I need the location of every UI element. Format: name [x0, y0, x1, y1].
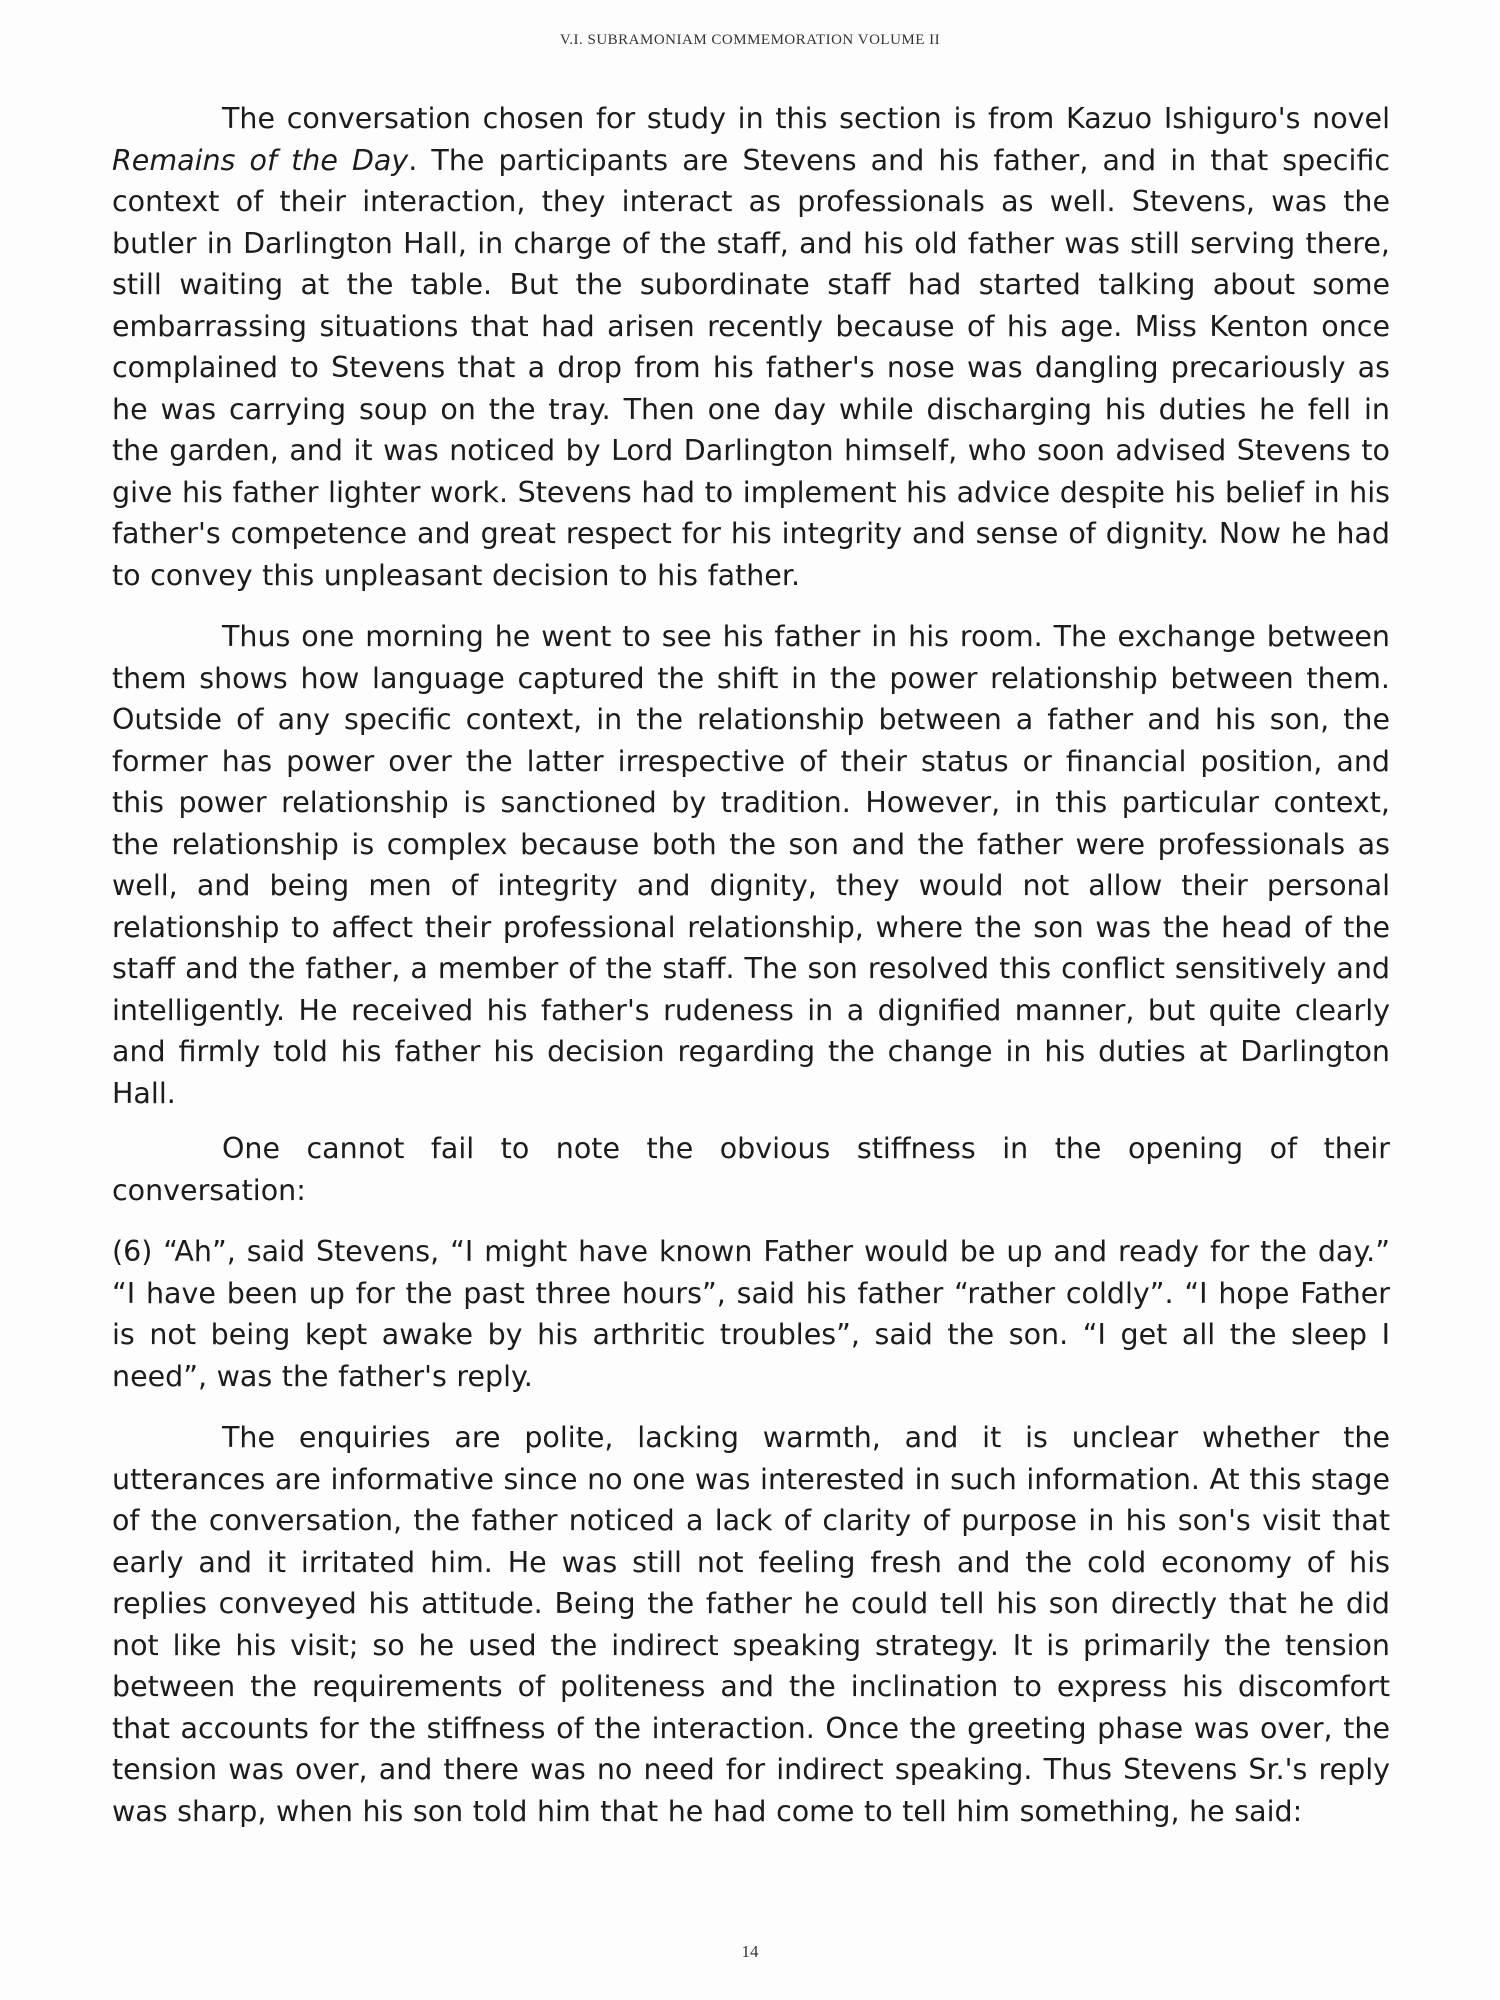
paragraph-1-text-b: . The participants are Stevens and his father, and in that specific context of their interaction, they interact as professionals as well. Stevens, was the butler in Darlington Hall, in charge of the staff, and his old father was still serving there, still waiting at the table. But the subordinate staff had started talking about some embarrassing situations that had arisen recently because of his age. Miss Kenton once complained to Stevens that a drop from his father's nose was dangling precariously as he was carrying soup on the tray. Then one day while discharging his duties he fell in the garden, and it was noticed by Lord Darlington himself, who soon advised Stevens to give his father lighter work. Stevens had to implement his advice despite his belief in his father's competence and great respect for his integrity and sense of dignity. Now he had to convey this unpleasant decision to his father. [112, 143, 1390, 592]
paragraph-3: One cannot fail to note the obvious stiffness in the opening of their conversation: [112, 1132, 1390, 1207]
example-6-quote: (6) “Ah”, said Stevens, “I might have known Father would be up and ready for the day.” “I have been up for the past three hours”, said his father “rather coldly”. “I hope Father is not being kept awake by his arthritic troubles”, said the son. “I get all the sleep I need”, was the father's reply. [112, 1235, 1390, 1393]
paragraph-2: Thus one morning he went to see his father in his room. The exchange between them shows how language captured the shift in the power relationship between them. Outside of any specific context, in the relationship between a father and his son, the former has power over the latter irrespective of their status or financial position, and this power relationship is sanctioned by tradition. However, in this particular context, the relationship is complex because both the son and the father were professionals as well, and being men of integrity and dignity, they would not allow their personal relationship to affect their professional relationship, where the son was the head of the staff and the father, a member of the staff. The son resolved this conflict sensitively and intelligently. He received his father's rudeness in a dignified manner, but quite clearly and firmly told his father his decision regarding the change in his duties at Darlington Hall. [112, 620, 1390, 1110]
paragraph-1-text-a: The conversation chosen for study in this section is from Kazuo Ishiguro's novel [222, 102, 1390, 135]
paragraph-1 [112, 98, 1390, 596]
running-head: V.I. SUBRAMONIAM COMMEMORATION VOLUME II [559, 32, 941, 48]
body-text [112, 98, 1390, 1832]
book-title: Remains of the Day [112, 143, 409, 177]
paragraph-5: The enquiries are polite, lacking warmth, and it is unclear whether the utterances are informative since no one was interested in such information. At this stage of the conversation, the father noticed a lack of clarity of purpose in his son's visit that early and it irritated him. He was still not feeling fresh and the cold economy of his replies conveyed his attitude. Being the father he could tell his son directly that he did not like his visit; so he used the indirect speaking strategy. It is primarily the tension between the requirements of politeness and the inclination to express his discomfort that accounts for the stiffness of the interaction. Once the greeting phase was over, the tension was over, and there was no need for indirect speaking. Thus Stevens Sr.'s reply was sharp, when his son told him that he had come to tell him something, he said: [112, 1421, 1390, 1828]
page-number: 14 [741, 1942, 759, 1961]
